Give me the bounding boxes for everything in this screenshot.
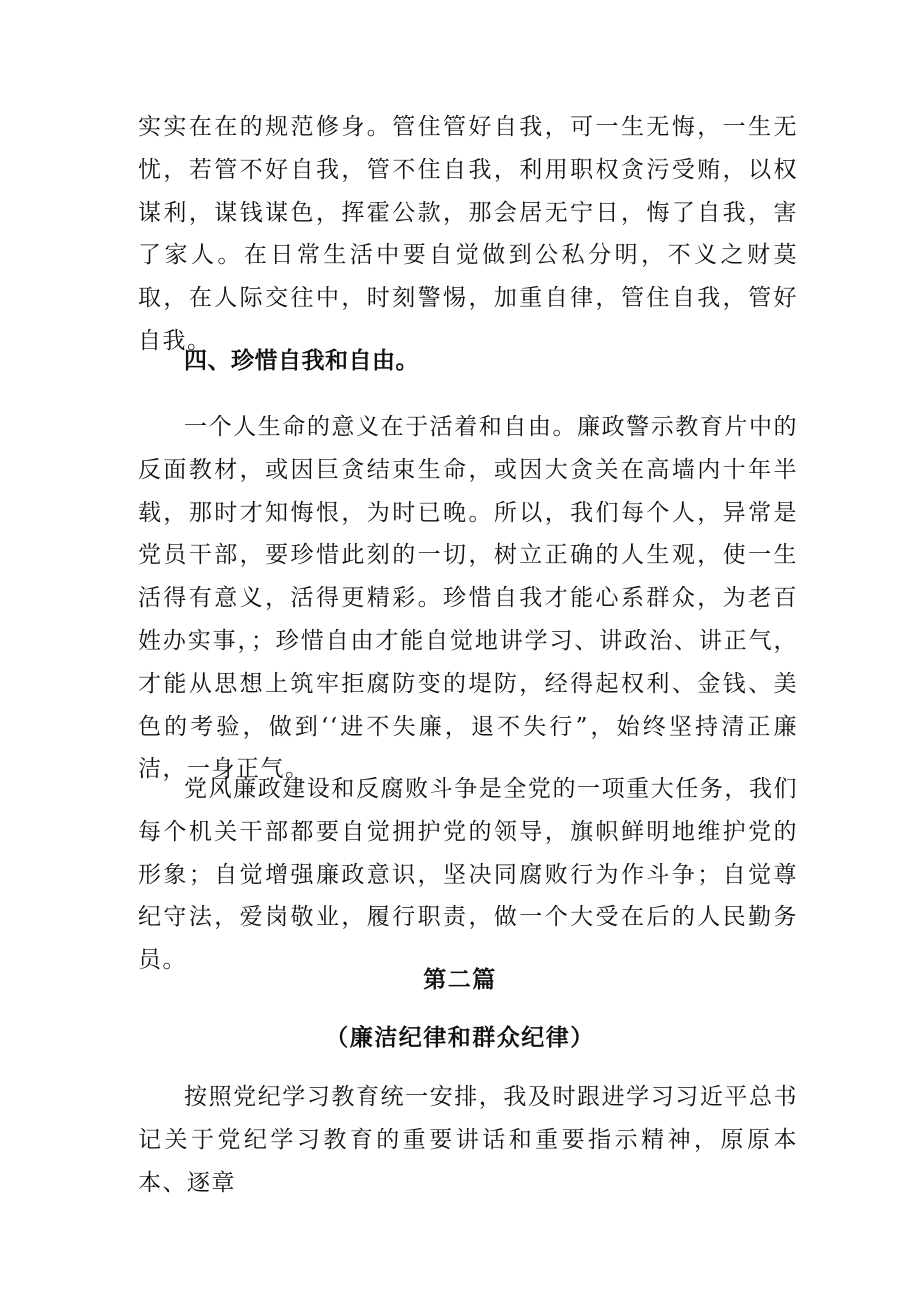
body-paragraph-2: 一个人生命的意义在于活着和自由。廉政警示教育片中的反面教材，或因巨贪结束生命，或因大贪关在高墙内十年半载，那时才知悔恨，为时已晚。所以，我们每个人，异常是党员干部，要珍惜此刻的一切，树立正确的人生观，使一生活得有意义，活得更精彩。珍惜自我才能心系群众，为老百姓办实事，；珍惜自由才能自觉地讲学习、讲政治、讲正气，才能从思想上筑牢拒腐防变的堤防，经得起权利、金钱、美色的考验，做到‘‘进不失廉，退不失行”，始终坚持清正廉洁，一身正气。: [138, 414, 798, 783]
body-paragraph-3: 党风廉政建设和反腐败斗争是全党的一项重大任务，我们每个机关干部都要自觉拥护党的领导，旗帜鲜明地维护党的形象；自觉增强廉政意识，坚决同腐败行为作斗争；自觉尊纪守法，爱岗敬业，履行职责，做一个大受在后的人民勤务员。: [138, 776, 798, 974]
body-paragraph-4: 按照党纪学习教育统一安排，我及时跟进学习习近平总书记关于党纪学习教育的重要讲话和重要指示精神，原原本本、逐章: [138, 1084, 798, 1196]
body-paragraph-1: 实实在在的规范修身。管住管好自我，可一生无悔，一生无忧，若管不好自我，管不住自我，利用职权贪污受贿，以权谋利，谋钱谋色，挥霍公款，那会居无宁日，悔了自我，害了家人。在日常生活中要自觉做到公私分明，不义之财莫取，在人际交往中，时刻警惕，加重自律，管住自我，管好自我。: [138, 114, 798, 354]
section-heading-four: 四、珍惜自我和自由。: [184, 348, 419, 374]
part-subtitle: （廉洁纪律和群众纪律）: [325, 1024, 595, 1051]
part-title: 第二篇: [423, 966, 497, 993]
